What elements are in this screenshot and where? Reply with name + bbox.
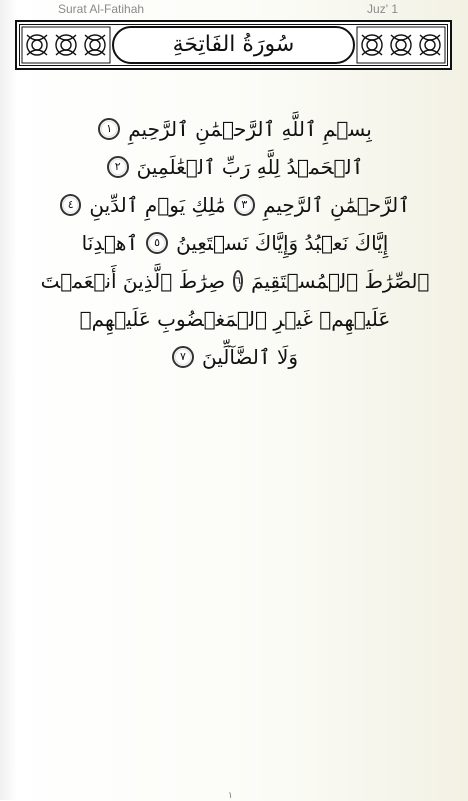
surah-title-cartouche bbox=[112, 26, 355, 64]
verse-line bbox=[40, 262, 430, 300]
verse-line bbox=[60, 300, 410, 338]
verse-line bbox=[60, 110, 410, 148]
ayah-number-marker[interactable]: ٥ bbox=[146, 232, 168, 254]
top-info-bar bbox=[0, 0, 468, 18]
page-edge-shadow bbox=[0, 0, 18, 800]
verse-line bbox=[60, 338, 410, 376]
surah-title: سُورَةُ الفَاتِحَةِ bbox=[172, 32, 295, 57]
ayah-number-marker[interactable]: ٢ bbox=[107, 156, 129, 178]
surah-header-frame bbox=[15, 20, 452, 70]
verse-segment[interactable]: ٱهۡدِنَا bbox=[81, 231, 139, 255]
ayah-number-marker[interactable]: ٦ bbox=[233, 270, 243, 292]
ayah-number-marker[interactable]: ٣ bbox=[234, 194, 255, 216]
verse-segment[interactable]: بِسۡمِ ٱللَّهِ ٱلرَّحۡمَٰنِ ٱلرَّحِيمِ bbox=[128, 117, 372, 141]
verse-segment[interactable]: عَلَيۡهِمۡ غَيۡرِ ٱلۡمَغۡضُوبِ عَلَيۡهِمۡ bbox=[79, 307, 391, 331]
ornament-right-icon bbox=[356, 26, 446, 64]
verse-segment[interactable]: إِيَّاكَ نَعۡبُدُ وَإِيَّاكَ نَسۡتَعِينُ bbox=[176, 231, 389, 255]
surah-name-label: Surat Al-Fatihah bbox=[58, 2, 145, 16]
verse-segment[interactable]: صِرَٰطَ ٱلَّذِينَ أَنۡعَمۡتَ bbox=[40, 269, 226, 293]
ayah-number-marker[interactable]: ٤ bbox=[60, 194, 81, 216]
verse-line bbox=[60, 224, 410, 262]
verse-text-block bbox=[40, 110, 430, 376]
verse-line bbox=[60, 186, 410, 224]
ayah-number-marker[interactable]: ٧ bbox=[172, 346, 194, 368]
verse-segment[interactable]: وَلَا ٱلضَّآلِّينَ bbox=[201, 345, 299, 369]
verse-segment[interactable]: ٱلصِّرَٰطَ ٱلۡمُسۡتَقِيمَ bbox=[251, 269, 430, 293]
verse-segment[interactable]: ٱلرَّحۡمَٰنِ ٱلرَّحِيمِ bbox=[263, 193, 410, 217]
verse-line bbox=[60, 148, 410, 186]
ornament-left-icon bbox=[21, 26, 111, 64]
verse-segment[interactable]: مَٰلِكِ يَوۡمِ ٱلدِّينِ bbox=[89, 193, 226, 217]
ayah-number-marker[interactable]: ١ bbox=[98, 118, 120, 140]
juz-label: Juz' 1 bbox=[367, 2, 398, 16]
verse-segment[interactable]: ٱلۡحَمۡدُ لِلَّهِ رَبِّ ٱلۡعَٰلَمِينَ bbox=[136, 155, 364, 179]
page-number: ١ bbox=[228, 790, 233, 800]
